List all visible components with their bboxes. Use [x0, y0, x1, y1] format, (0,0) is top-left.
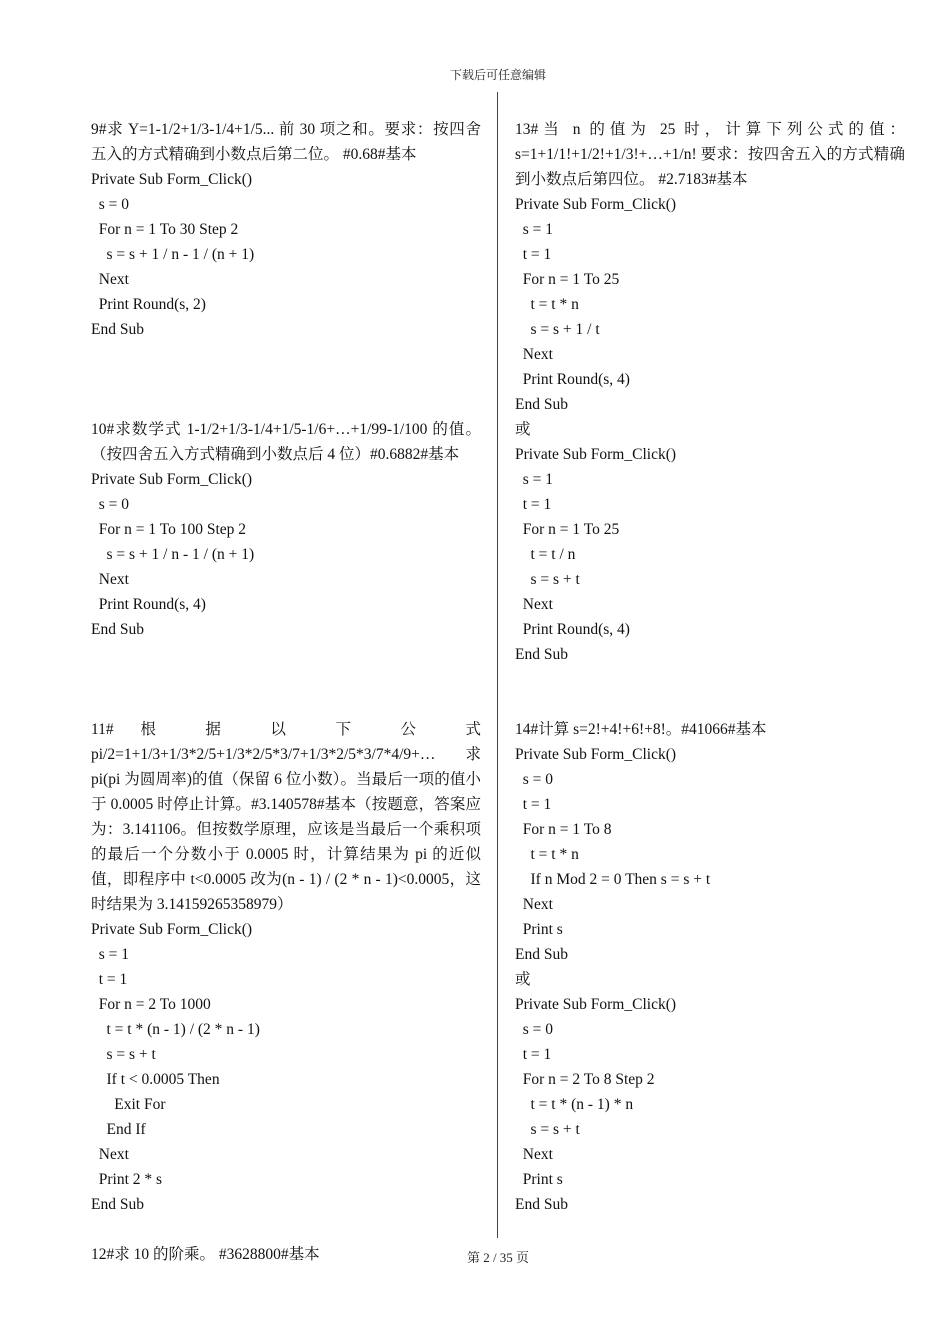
- right-column: [515, 117, 905, 1217]
- code-line: End Sub: [515, 396, 568, 413]
- code-line: Private Sub Form_Click(): [91, 171, 253, 188]
- code-line: For n = 1 To 8: [515, 821, 612, 838]
- code-line: 或: [515, 971, 531, 988]
- code-line: t = t * n: [515, 296, 579, 313]
- code-line: Private Sub Form_Click(): [91, 921, 253, 938]
- code-line: For n = 1 To 25: [515, 521, 620, 538]
- code-line: End If: [91, 1121, 146, 1138]
- code-line: s = 0: [515, 1021, 554, 1038]
- blank-line: [91, 342, 481, 367]
- code-line: s = 1: [91, 946, 130, 963]
- code-line: End Sub: [91, 321, 144, 338]
- code-line: s = 0: [91, 196, 130, 213]
- code-line: s = s + 1 / n - 1 / (n + 1): [91, 546, 255, 563]
- code-line: For n = 1 To 25: [515, 271, 620, 288]
- column-divider: [497, 92, 498, 1238]
- code-line: Print Round(s, 4): [91, 596, 206, 613]
- problem-statement: 11# 根 据 以 下 公 式 pi/2=1+1/3+1/3*2/5+1/3*2/5*3/7+1/3*2/5*3/7*4/9+… 求 pi(pi 为圆周率)的值（保留 6 位小数）。当最后一项的值小于 0.0005 时停止计算。#3.140578#基本（按题意，答案应为：3.141106。但按数学原理，应该是当最后一个乘积项的最后一个分数小于 0.0005 时，计算结果为 pi 的近似值，即程序中 t<0.0005 改为(n - 1) / (2 * n - 1)<0.0005，这时结果为 3.14159265358979）: [91, 721, 481, 913]
- code-line: End Sub: [515, 1196, 568, 1213]
- blank-line: [91, 642, 481, 667]
- code-line: Next: [515, 896, 553, 913]
- code-line: Next: [515, 596, 553, 613]
- problem-statement: 12#求 10 的阶乘。 #3628800#基本: [91, 1246, 320, 1263]
- code-line: t = t / n: [515, 546, 576, 563]
- page-footer: 第 2 / 35 页: [466, 1250, 530, 1265]
- code-line: t = t * (n - 1) * n: [515, 1096, 634, 1113]
- blank-line: [91, 1217, 481, 1242]
- code-line: t = 1: [515, 496, 552, 513]
- code-line: Next: [91, 571, 129, 588]
- code-line: Exit For: [91, 1096, 166, 1113]
- code-line: Print Round(s, 2): [91, 296, 206, 313]
- code-line: Private Sub Form_Click(): [515, 196, 677, 213]
- code-line: Private Sub Form_Click(): [515, 996, 677, 1013]
- code-line: Next: [515, 1146, 553, 1163]
- code-line: Next: [91, 1146, 129, 1163]
- blank-line: [91, 392, 481, 417]
- code-line: End Sub: [515, 646, 568, 663]
- blank-line: [515, 692, 905, 717]
- code-line: Print s: [515, 921, 563, 938]
- code-line: Print Round(s, 4): [515, 621, 630, 638]
- code-line: If n Mod 2 = 0 Then s = s + t: [515, 871, 711, 888]
- code-line: Private Sub Form_Click(): [515, 746, 677, 763]
- left-column: [91, 117, 481, 1267]
- code-line: s = 0: [515, 771, 554, 788]
- code-line: For n = 2 To 8 Step 2: [515, 1071, 655, 1088]
- blank-line: [91, 692, 481, 717]
- code-line: For n = 1 To 100 Step 2: [91, 521, 247, 538]
- code-line: End Sub: [91, 1196, 144, 1213]
- code-line: s = s + t: [91, 1046, 156, 1063]
- code-line: s = s + 1 / n - 1 / (n + 1): [91, 246, 255, 263]
- code-line: Print 2 * s: [91, 1171, 163, 1188]
- code-line: s = s + t: [515, 1121, 580, 1138]
- code-line: s = 1: [515, 221, 554, 238]
- code-line: t = 1: [91, 971, 128, 988]
- code-line: Next: [515, 346, 553, 363]
- code-line: For n = 2 To 1000: [91, 996, 211, 1013]
- code-line: 或: [515, 421, 531, 438]
- blank-line: [515, 667, 905, 692]
- code-line: t = 1: [515, 246, 552, 263]
- code-line: s = 1: [515, 471, 554, 488]
- code-line: If t < 0.0005 Then: [91, 1071, 220, 1088]
- code-line: s = s + 1 / t: [515, 321, 600, 338]
- code-line: End Sub: [515, 946, 568, 963]
- code-line: t = 1: [515, 796, 552, 813]
- code-line: t = t * n: [515, 846, 579, 863]
- page-header: 下载后可任意编辑: [449, 68, 546, 82]
- code-line: Next: [91, 271, 129, 288]
- problem-statement: 10#求数学式 1-1/2+1/3-1/4+1/5-1/6+…+1/99-1/100 的值。（按四舍五入方式精确到小数点后 4 位）#0.6882#基本: [91, 421, 481, 463]
- problem-statement: 9#求 Y=1-1/2+1/3-1/4+1/5... 前 30 项之和。要求：按四舍五入的方式精确到小数点后第二位。 #0.68#基本: [91, 121, 481, 163]
- code-line: t = t * (n - 1) / (2 * n - 1): [91, 1021, 260, 1038]
- code-line: Print s: [515, 1171, 563, 1188]
- code-line: t = 1: [515, 1046, 552, 1063]
- code-line: s = s + t: [515, 571, 580, 588]
- code-line: Private Sub Form_Click(): [515, 446, 677, 463]
- blank-line: [91, 367, 481, 392]
- problem-statement: 14#计算 s=2!+4!+6!+8!。#41066#基本: [515, 721, 767, 738]
- code-line: For n = 1 To 30 Step 2: [91, 221, 239, 238]
- problem-statement: 13#当 n 的值为 25 时，计算下列公式的值：s=1+1/1!+1/2!+1/3!+…+1/n! 要求：按四舍五入的方式精确到小数点后第四位。 #2.7183#基本: [515, 121, 905, 188]
- code-line: s = 0: [91, 496, 130, 513]
- code-line: Print Round(s, 4): [515, 371, 630, 388]
- blank-line: [91, 667, 481, 692]
- code-line: End Sub: [91, 621, 144, 638]
- code-line: Private Sub Form_Click(): [91, 471, 253, 488]
